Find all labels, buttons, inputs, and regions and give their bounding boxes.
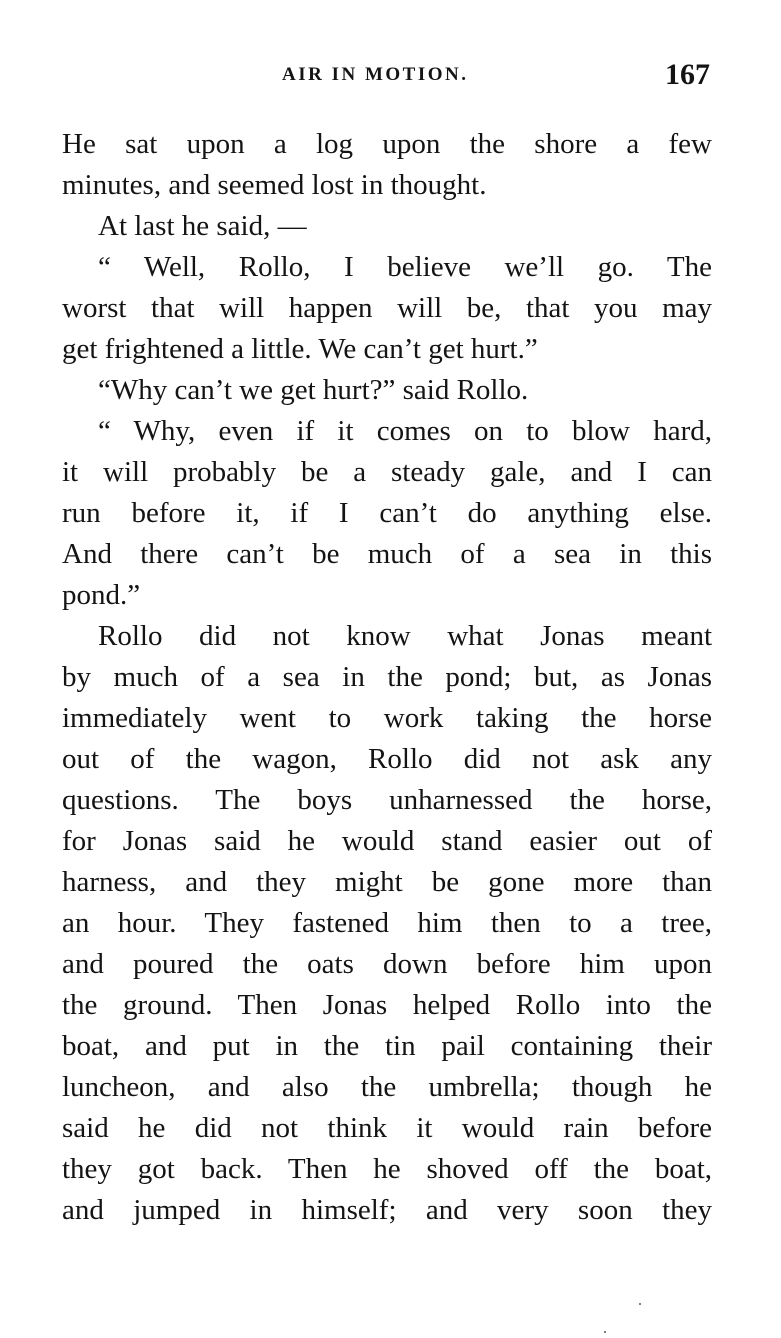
text-line: by much of a sea in the pond; but, as Jonas <box>62 661 712 693</box>
text-line: for Jonas said he would stand easier out of <box>62 825 712 857</box>
scan-speck <box>639 1303 641 1305</box>
text-line: and poured the oats down before him upon <box>62 948 712 980</box>
paragraph-start-line: At last he said, — <box>98 210 307 242</box>
text-line: the ground. Then Jonas helped Rollo into the <box>62 989 712 1021</box>
text-line: boat, and put in the tin pail containing their <box>62 1030 712 1062</box>
text-line: immediately went to work taking the horse <box>62 702 712 734</box>
paragraph-start-line: “ Well, Rollo, I believe we’ll go. The <box>98 251 712 283</box>
text-line: it will probably be a steady gale, and I can <box>62 456 712 488</box>
text-line: and jumped in himself; and very soon they <box>62 1194 712 1226</box>
text-line: He sat upon a log upon the shore a few <box>62 128 712 160</box>
text-line: out of the wagon, Rollo did not ask any <box>62 743 712 775</box>
text-line: get frightened a little. We can’t get hurt.” <box>62 333 538 365</box>
running-title: AIR IN MOTION. <box>282 64 469 85</box>
paragraph-start-line: Rollo did not know what Jonas meant <box>98 620 712 652</box>
text-line: harness, and they might be gone more than <box>62 866 712 898</box>
text-line: run before it, if I can’t do anything else. <box>62 497 712 529</box>
text-line: minutes, and seemed lost in thought. <box>62 169 487 201</box>
text-line: pond.” <box>62 579 141 611</box>
text-line: worst that will happen will be, that you may <box>62 292 712 324</box>
text-line: And there can’t be much of a sea in this <box>62 538 712 570</box>
paragraph-start-line: “ Why, even if it comes on to blow hard, <box>98 415 712 447</box>
text-line: questions. The boys unharnessed the horse, <box>62 784 712 816</box>
text-line: said he did not think it would rain before <box>62 1112 712 1144</box>
running-head <box>60 58 712 98</box>
text-line: an hour. They fastened him then to a tree, <box>62 907 712 939</box>
page-number: 167 <box>665 58 710 91</box>
scan-speck <box>604 1331 606 1333</box>
body-text <box>62 124 712 1231</box>
text-line: they got back. Then he shoved off the boat, <box>62 1153 712 1185</box>
text-line: luncheon, and also the umbrella; though he <box>62 1071 712 1103</box>
paragraph-start-line: “Why can’t we get hurt?” said Rollo. <box>98 374 529 406</box>
